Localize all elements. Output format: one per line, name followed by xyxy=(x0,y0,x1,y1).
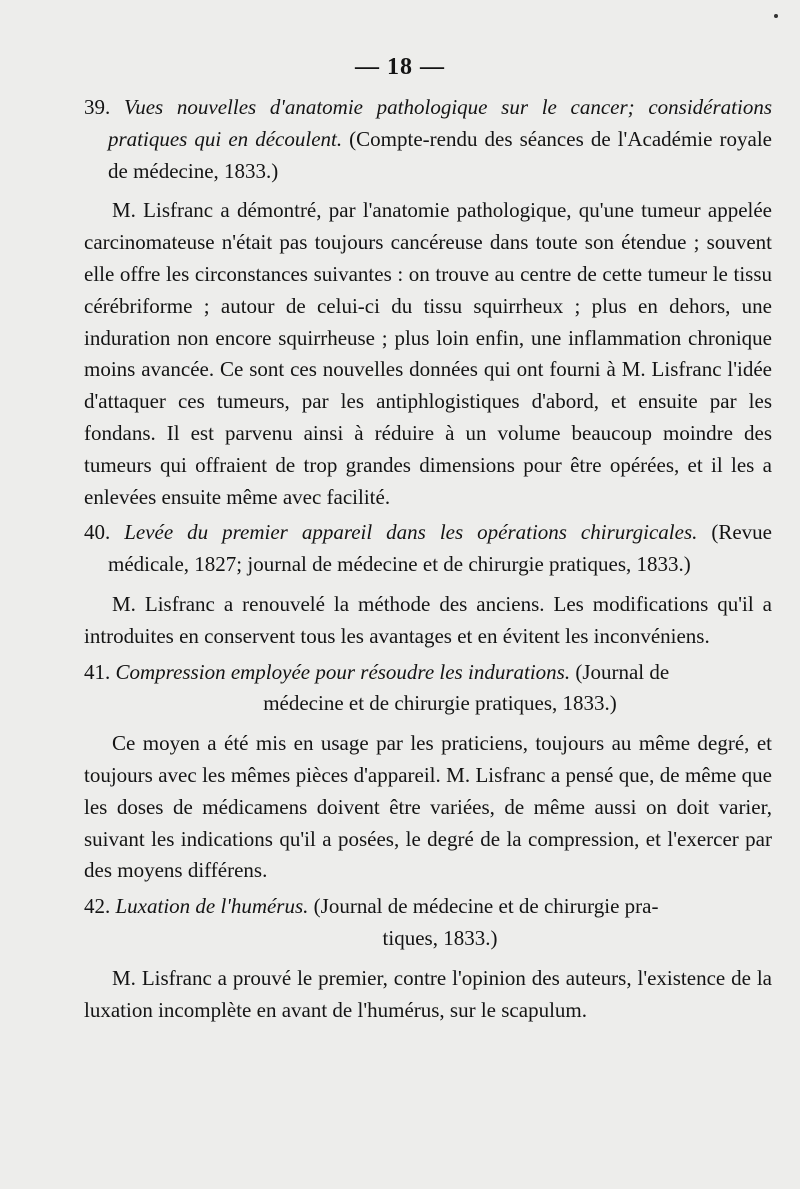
entry-source: (Journal de xyxy=(570,659,670,684)
entry-source: (Compte-rendu des séances de l'Académie royale de médecine, 1833.) xyxy=(108,126,773,183)
entry-heading xyxy=(84,657,772,721)
entry-heading xyxy=(84,517,772,581)
entry-body: M. Lisfranc a renouvelé la méthode des anciens. Les modifications qu'il a introduites en conservent tous les avantages et en évitent les inconvéniens. xyxy=(84,591,772,648)
entry-source-continued: tiques, 1833.) xyxy=(382,925,498,950)
page-number: — 18 — xyxy=(355,54,445,80)
entry-number: 41. xyxy=(84,659,111,684)
entry-39 xyxy=(84,92,772,513)
entry-title: Levée du premier appareil dans les opérations chirurgicales. xyxy=(124,520,698,545)
entry-number: 42. xyxy=(84,894,111,919)
entry-title: Compression employée pour résoudre les indurations. xyxy=(115,659,571,684)
page-content xyxy=(84,92,772,1026)
entry-40 xyxy=(84,517,772,652)
entry-number: 39. xyxy=(84,95,111,119)
entry-heading xyxy=(84,92,772,187)
ink-speck xyxy=(774,14,778,18)
entry-41 xyxy=(84,657,772,888)
entry-title: Luxation de l'humérus. xyxy=(115,894,309,919)
entry-heading xyxy=(84,891,772,955)
entry-number: 40. xyxy=(84,520,111,545)
entry-body: Ce moyen a été mis en usage par les praticiens, toujours au même degré, et toujours avec les mêmes pièces d'appareil. M. Lisfranc a pensé que, de même que les doses de médicamens doivent être variées, de même aussi on doit varier, suivant les indications qu'il a posées, le degré de la compression, et l'exercer par des moyens différens. xyxy=(84,731,772,883)
entry-title: Vues nouvelles d'anatomie pathologique sur le cancer; considérations pratiques qui en découlent. xyxy=(108,95,773,151)
entry-source-continued: médecine et de chirurgie pratiques, 1833.) xyxy=(263,691,617,716)
entry-body: M. Lisfranc a prouvé le premier, contre l'opinion des auteurs, l'existence de la luxation incomplète en avant de l'humérus, sur le scapulum. xyxy=(84,965,772,1022)
entry-source: (Journal de médecine et de chirurgie pra- xyxy=(308,894,659,919)
entry-body: M. Lisfranc a démontré, par l'anatomie pathologique, qu'une tumeur appelée carcinomateuse n'était pas toujours cancéreuse dans toute son étendue ; souvent elle offre les circonstances suivantes : on trouve au centre de cette tumeur le tissu cérébriforme ; autour de celui-ci du tissu squirrheux ; plus en dehors, une induration non encore squirrheuse ; plus loin enfin, une inflammation chronique moins avancée. Ce sont ces nouvelles données qui ont fourni à M. Lisfranc l'idée d'attaquer ces tumeurs, par les antiphlogistiques d'abord, et ensuite par les fondans. Il est parvenu ainsi à réduire à un volume beaucoup moindre des tumeurs qui offraient de trop grandes dimensions pour être opérées, et il les a enlevées ensuite même avec facilité. xyxy=(84,198,772,509)
entry-source: (Revue médicale, 1827; journal de médecine et de chirurgie pratiques, 1833.) xyxy=(108,520,773,577)
entry-42 xyxy=(84,891,772,1026)
